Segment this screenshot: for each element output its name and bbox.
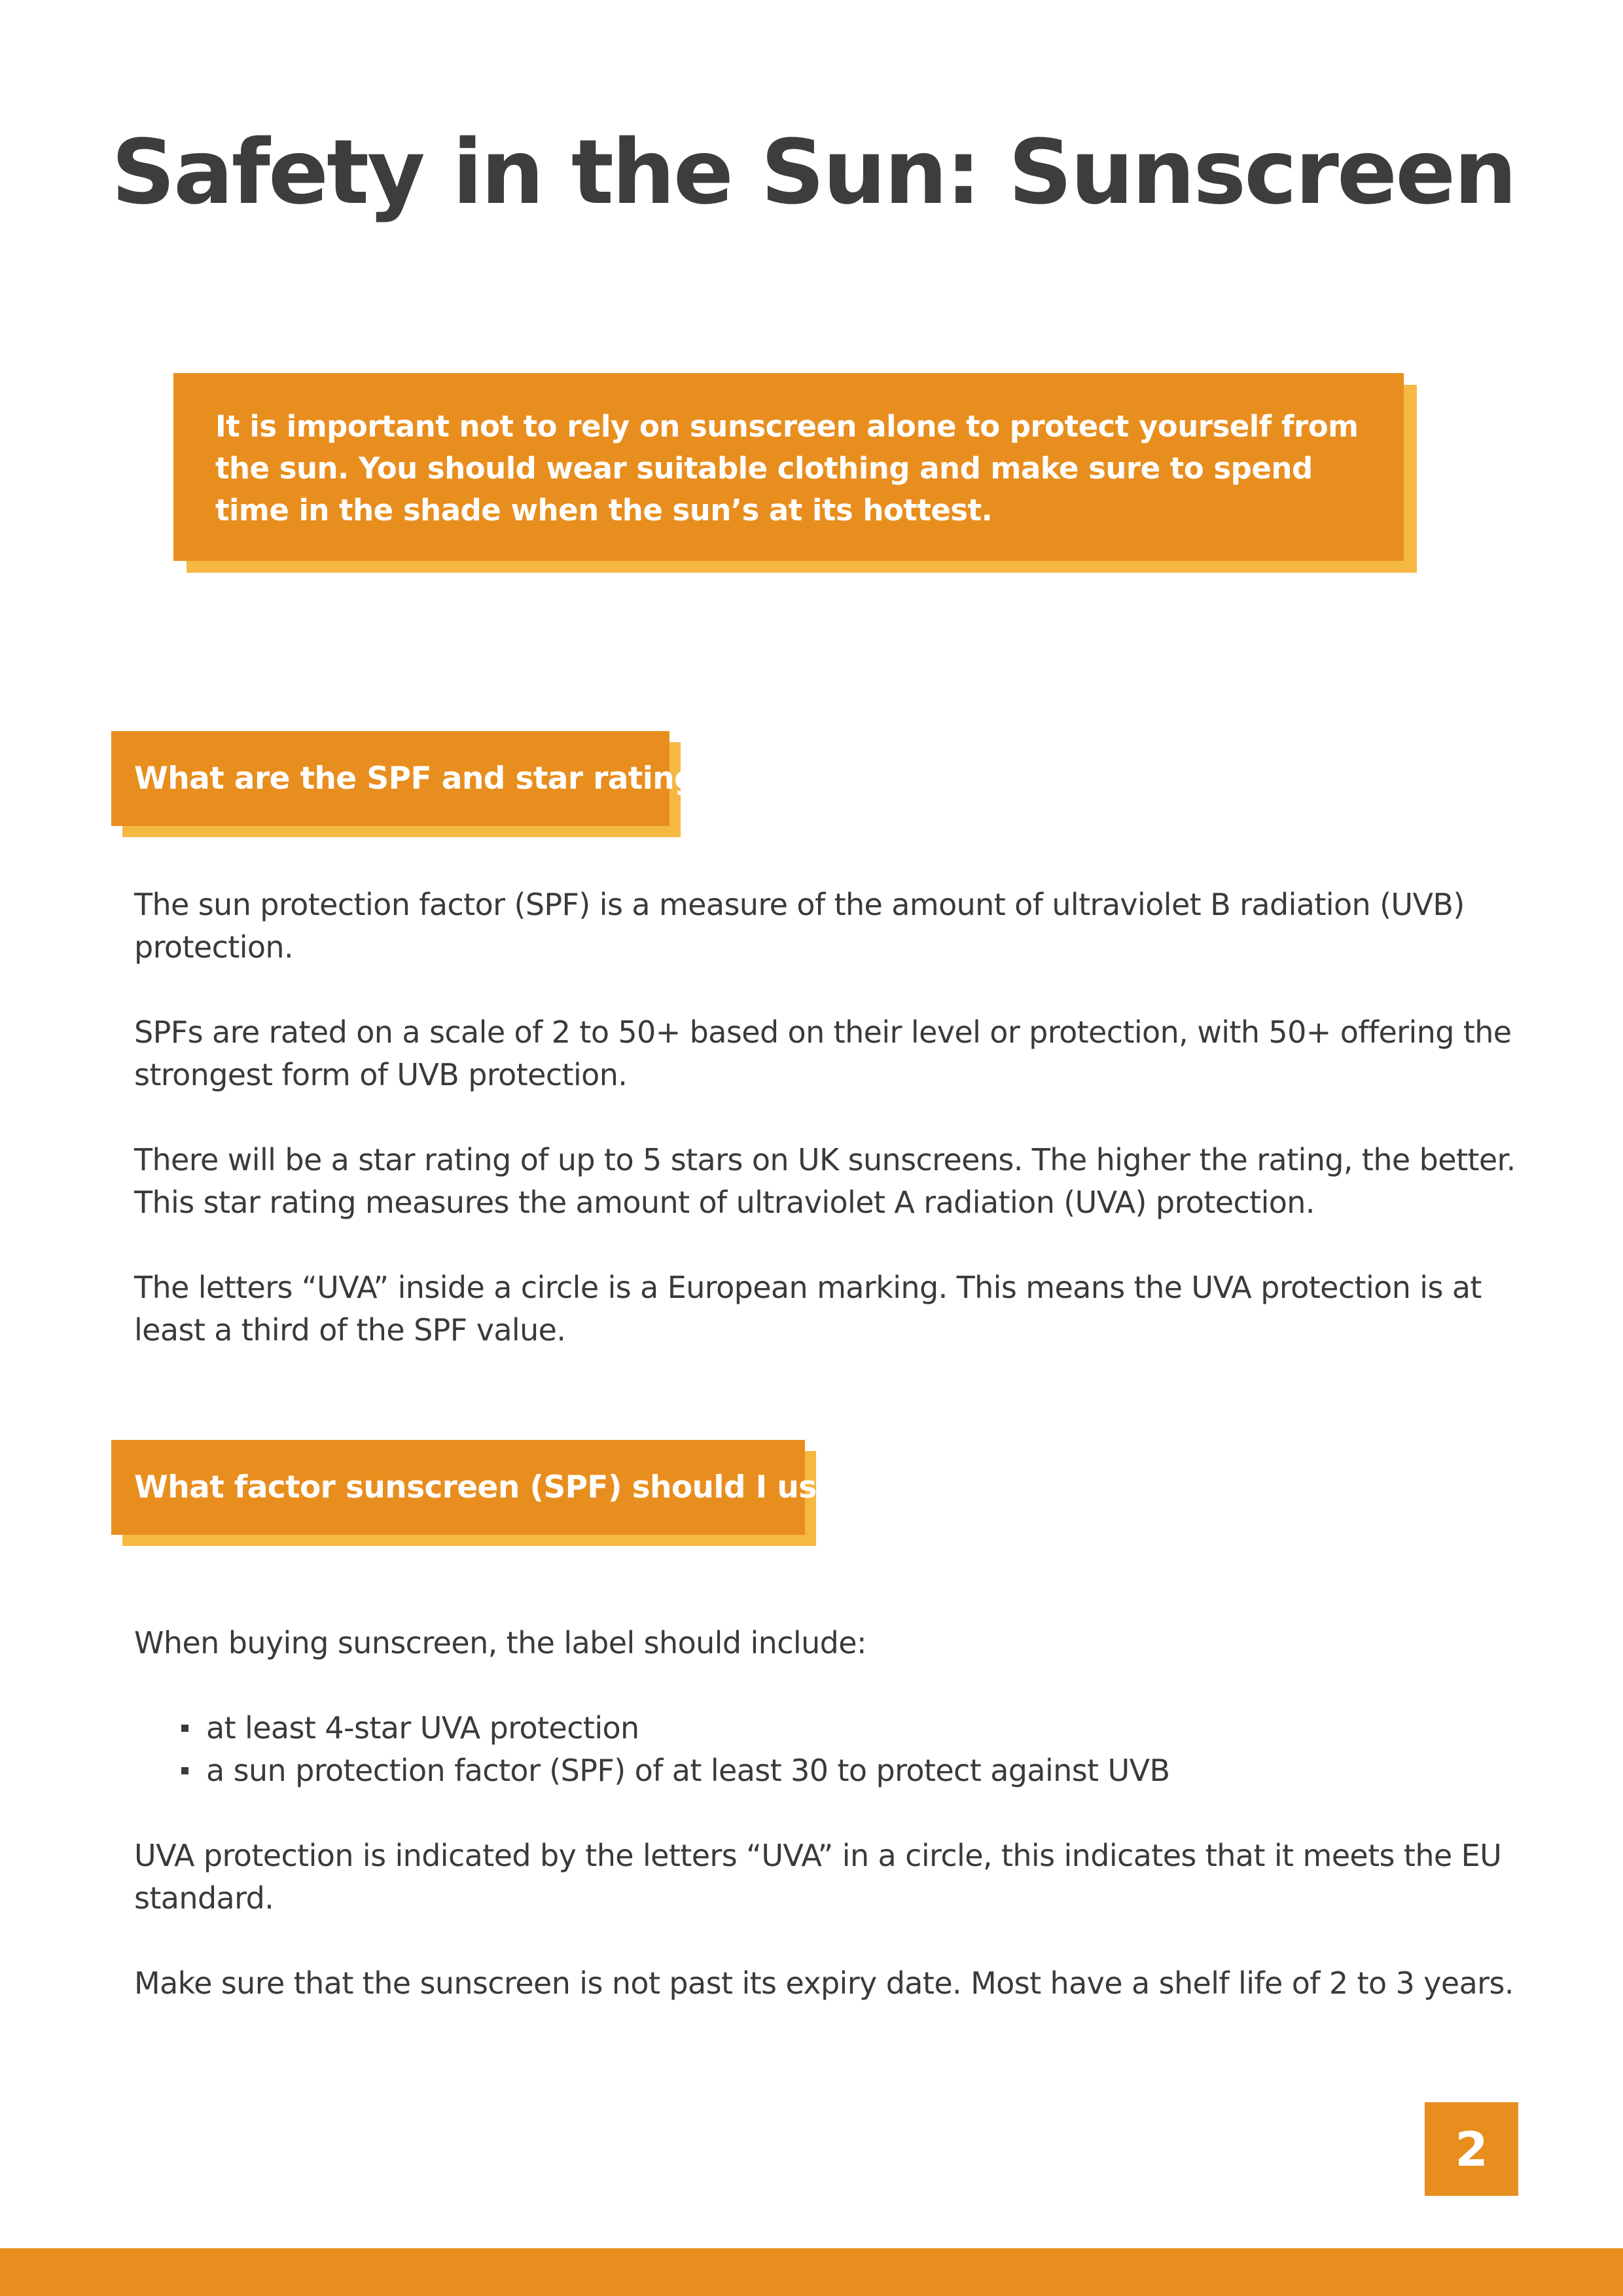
page-number: 2: [1455, 2121, 1488, 2177]
callout-box: [173, 373, 1404, 561]
bullet-square-icon: [181, 1767, 188, 1774]
paragraph-spf-definition: The sun protection factor (SPF) is a measure of the amount of ultraviolet B radiation (UVB) protection.: [134, 887, 1465, 965]
paragraph-label-intro: When buying sunscreen, the label should include:: [134, 1625, 866, 1660]
footer-bar: [0, 2248, 1623, 2296]
paragraph-uva-marking: The letters “UVA” inside a circle is a European marking. This means the UVA protection is at least a third of the SPF value.: [134, 1270, 1482, 1348]
paragraph-expiry-date: Make sure that the sunscreen is not past its expiry date. Most have a shelf life of 2 to 3 years.: [134, 1965, 1514, 2001]
page-title: Safety in the Sun: Sunscreen: [111, 121, 1516, 224]
callout-panel: [173, 373, 1404, 561]
list-item-text: a sun protection factor (SPF) of at least 30 to protect against UVB: [206, 1753, 1170, 1788]
list-item-text: at least 4-star UVA protection: [206, 1710, 639, 1746]
paragraph-spf-scale: SPFs are rated on a scale of 2 to 50+ based on their level or protection, with 50+ offering the strongest form of UVB protection.: [134, 1014, 1512, 1092]
paragraph-star-rating: There will be a star rating of up to 5 stars on UK sunscreens. The higher the rating, the better. This star rating measures the amount of ultraviolet A radiation (UVA) protection.: [134, 1142, 1516, 1220]
callout-text: It is important not to rely on sunscreen alone to protect yourself from the sun. You should wear suitable clothing and make sure to spend time in the shade when the sun’s at its hottest.: [215, 409, 1359, 528]
section-heading-tab: [111, 1440, 855, 1535]
list-item: [177, 1707, 1486, 1749]
section-heading-which-factor: [111, 1440, 855, 1535]
section-heading-spf-rating: [111, 731, 713, 826]
list-item: [177, 1749, 1486, 1792]
section-heading-label: What are the SPF and star rating?: [134, 761, 713, 797]
section-heading-label: What factor sunscreen (SPF) should I use?: [134, 1469, 855, 1505]
bullet-square-icon: [181, 1725, 188, 1732]
label-requirements-list: [177, 1707, 1486, 1792]
page-number-badge: [1425, 2102, 1518, 2196]
section-heading-tab: [111, 731, 713, 826]
paragraph-uva-circle: UVA protection is indicated by the letters “UVA” in a circle, this indicates that it meets the EU standard.: [134, 1838, 1502, 1916]
